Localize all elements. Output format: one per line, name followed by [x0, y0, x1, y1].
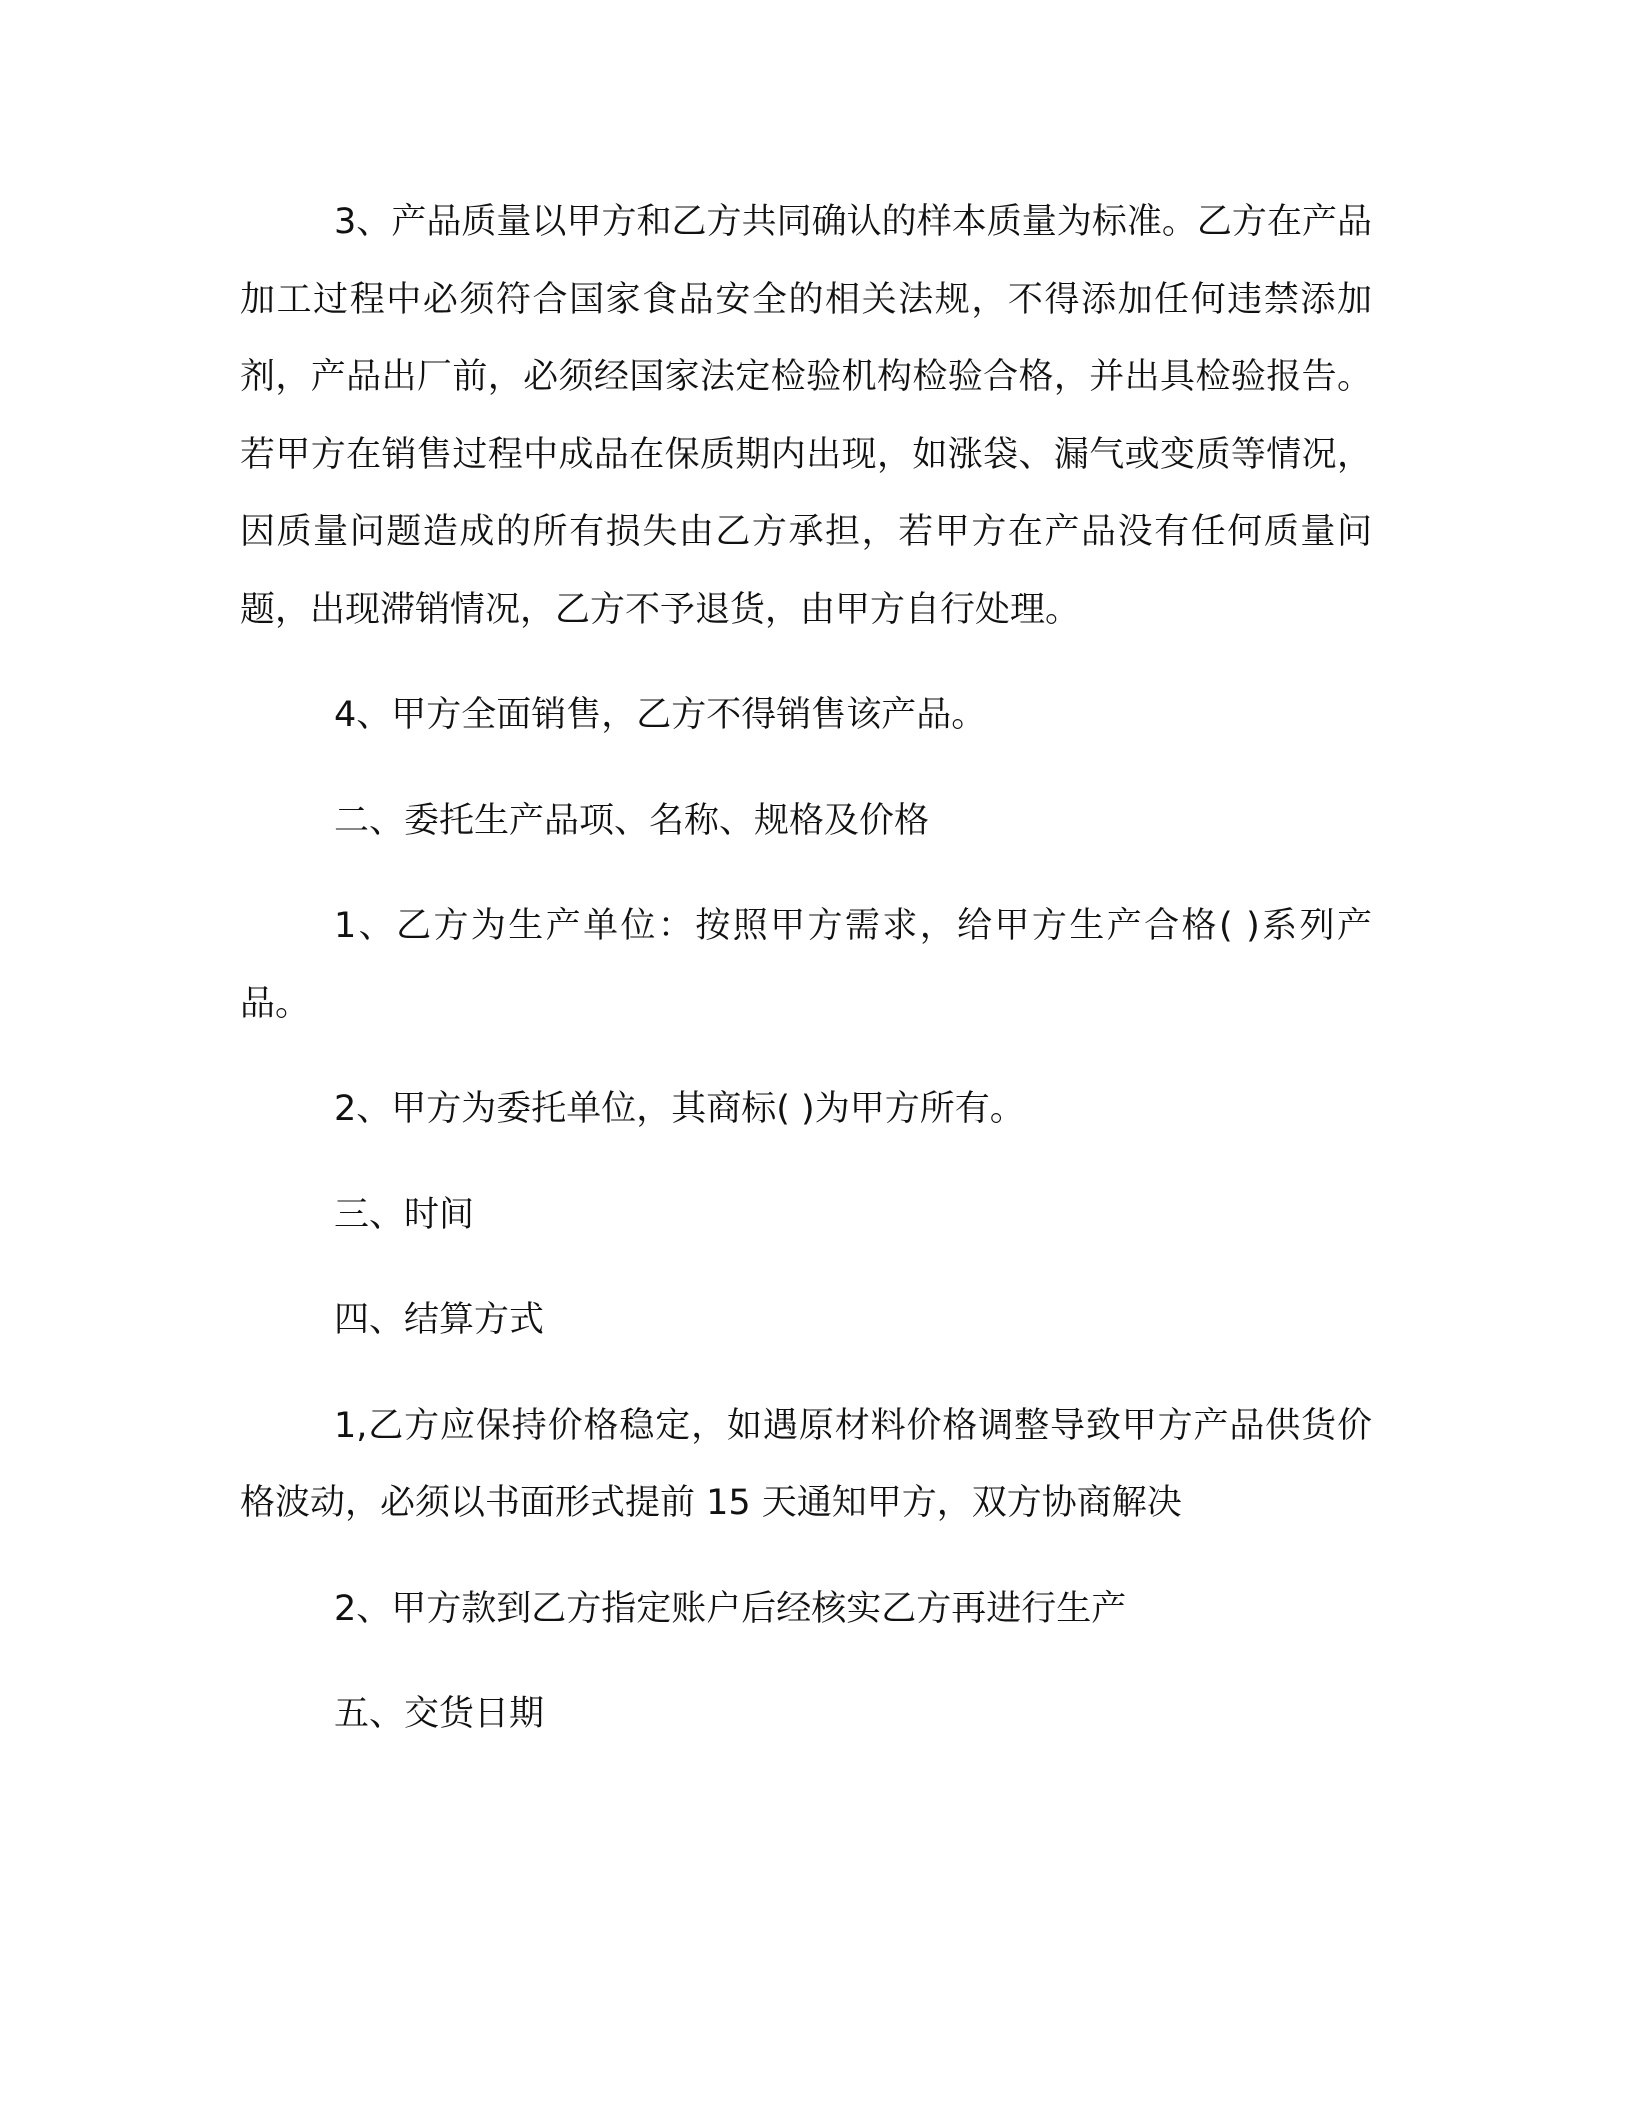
section-4-item-2-paragraph: 2、甲方款到乙方指定账户后经核实乙方再进行生产 [334, 1588, 1127, 1629]
section-2-item-2-paragraph: 2、甲方为委托单位，其商标( )为甲方所有。 [334, 1089, 1025, 1129]
section-2-item-1-paragraph: 1、乙方为生产单位：按照甲方需求，给甲方生产合格( )系列产品。 [240, 906, 1372, 1024]
section-4-heading: 四、结算方式 [334, 1300, 545, 1340]
document-body [240, 184, 1372, 1782]
section-2-heading: 二、委托生产品项、名称、规格及价格 [334, 800, 930, 841]
section-5-heading: 五、交货日期 [334, 1694, 545, 1734]
clause-4-sales-paragraph: 4、甲方全面销售，乙方不得销售该产品。 [334, 695, 987, 735]
section-3-heading: 三、时间 [334, 1194, 475, 1235]
clause-3-quality-paragraph: 3、产品质量以甲方和乙方共同确认的样本质量为标准。乙方在产品加工过程中必须符合国家食品安全的相关法规，不得添加任何违禁添加剂，产品出厂前，必须经国家法定检验机构检验合格，并出具检验报告。若甲方在销售过程中成品在保质期内出现，如涨袋、漏气或变质等情况，因质量问题造成的所有损失由乙方承担，若甲方在产品没有任何质量问题，出现滞销情况，乙方不予退货，由甲方自行处理。 [240, 202, 1372, 630]
section-4-item-1-paragraph: 1,乙方应保持价格稳定，如遇原材料价格调整导致甲方产品供货价格波动，必须以书面形式提前 15 天通知甲方，双方协商解决 [240, 1405, 1372, 1523]
